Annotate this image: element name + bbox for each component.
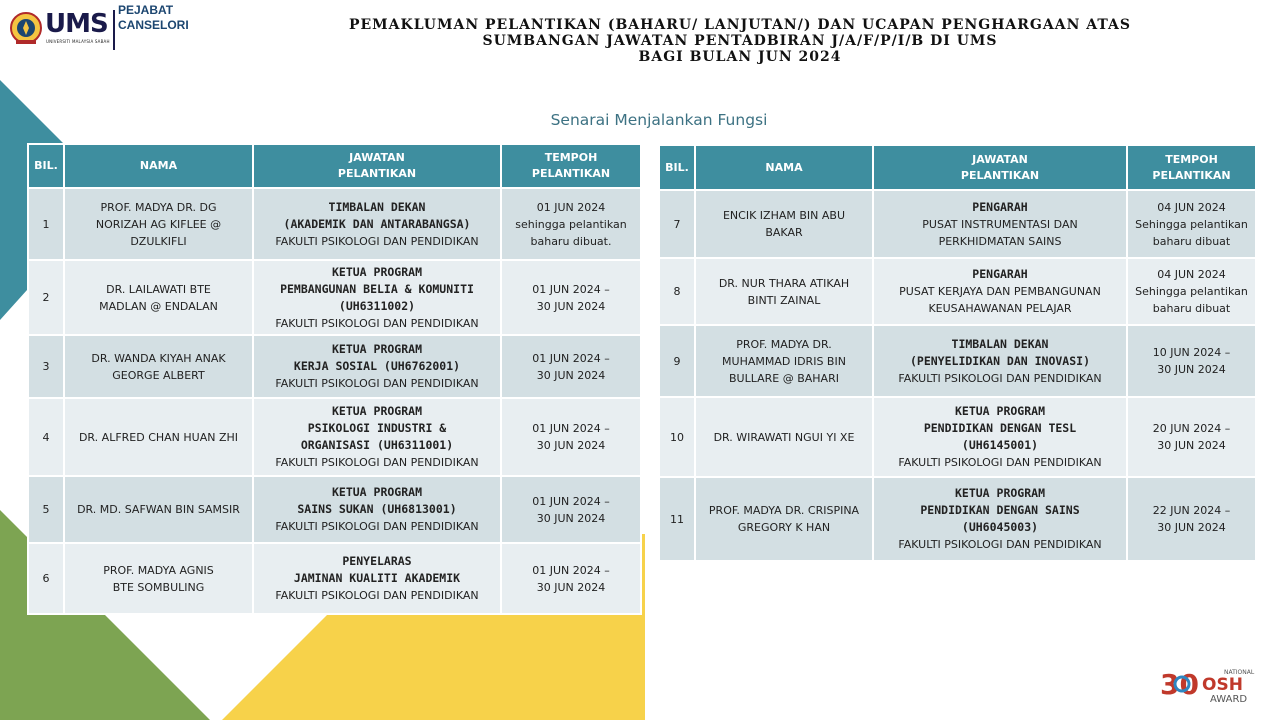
cell-bil: 10 xyxy=(659,397,695,477)
office-line-2: CANSELORI xyxy=(118,18,189,32)
table-row xyxy=(28,543,641,614)
national-osh-award-logo xyxy=(1158,664,1255,706)
position-title-line: KETUA PROGRAM xyxy=(331,485,422,499)
award-word-mid: OSH xyxy=(1202,675,1243,695)
text-line: BTE SOMBULING xyxy=(112,580,205,594)
position-title-line: PENDIDIKAN DENGAN TESL xyxy=(923,421,1077,435)
university-crest-icon xyxy=(10,10,42,46)
logo-subtext: UNIVERSITI MALAYSIA SABAH xyxy=(46,39,110,44)
position-title-line: (UH6045003) xyxy=(961,520,1039,534)
text-line: 30 JUN 2024 xyxy=(536,580,606,594)
cell-bil: 11 xyxy=(659,477,695,561)
table-header-row xyxy=(659,145,1256,190)
text-line: 30 JUN 2024 xyxy=(536,299,606,313)
cell-bil: 1 xyxy=(28,188,64,260)
faculty-line: PUSAT KERJAYA DAN PEMBANGUNAN xyxy=(899,285,1101,298)
text-line: 22 JUN 2024 – xyxy=(1152,504,1231,517)
text-line: 30 JUN 2024 xyxy=(1157,439,1226,452)
position-title-line: JAMINAN KUALITI AKADEMIK xyxy=(293,571,461,585)
text-line: ENCIK IZHAM BIN ABU xyxy=(722,209,845,222)
position-title-line: (UH6145001) xyxy=(961,438,1039,452)
text-line: 01 JUN 2024 – xyxy=(532,351,610,365)
position-title-line: (UH6311002) xyxy=(338,298,416,313)
position-title-line: PENYELARAS xyxy=(342,554,412,568)
position-title-line: KETUA PROGRAM xyxy=(954,404,1045,418)
table-row xyxy=(659,325,1256,397)
cell-jawatan xyxy=(253,260,501,335)
table-row xyxy=(659,190,1256,258)
position-title-line: PENGARAH xyxy=(972,199,1028,214)
column-header-bil: BIL. xyxy=(659,145,695,190)
logo-divider xyxy=(113,10,115,50)
text-line: GEORGE ALBERT xyxy=(112,368,205,382)
column-header-jawatan: JAWATAN PELANTIKAN xyxy=(873,145,1127,190)
faculty-line: FAKULTI PSIKOLOGI DAN PENDIDIKAN xyxy=(275,377,479,390)
section-subtitle: Senarai Menjalankan Fungsi xyxy=(550,111,768,129)
table-row xyxy=(659,397,1256,477)
text-line: MADLAN @ ENDALAN xyxy=(99,299,218,313)
cell-tempoh xyxy=(1127,477,1256,561)
text-line: Sehingga pelantikan xyxy=(1135,217,1248,231)
table-row xyxy=(28,260,641,335)
text-line: 01 JUN 2024 xyxy=(536,200,606,214)
text-line: DZULKIFLI xyxy=(130,234,187,248)
position-title-line: TIMBALAN DEKAN xyxy=(951,336,1049,351)
cell-bil: 3 xyxy=(28,335,64,398)
faculty-line: FAKULTI PSIKOLOGI DAN PENDIDIKAN xyxy=(275,316,479,330)
text-line: 01 JUN 2024 – xyxy=(532,563,610,577)
table-row xyxy=(28,335,641,398)
award-word-bottom: AWARD xyxy=(1210,694,1248,705)
position-title-line: (AKADEMIK DAN ANTARABANGSA) xyxy=(283,216,471,231)
position-title-line: PEMBANGUNAN BELIA & KOMUNITI xyxy=(280,281,474,296)
table-body-left xyxy=(28,188,641,614)
cell-bil: 9 xyxy=(659,325,695,397)
faculty-line: FAKULTI PSIKOLOGI DAN PENDIDIKAN xyxy=(275,589,479,602)
text-line: baharu dibuat. xyxy=(530,234,612,248)
text-line: DR. WIRAWATI NGUI YI XE xyxy=(713,430,855,444)
text-line: 30 JUN 2024 xyxy=(1157,521,1226,534)
office-name xyxy=(118,3,189,33)
text-line: PROF. MADYA DR. xyxy=(736,337,832,351)
position-title-line: PENDIDIKAN DENGAN SAINS xyxy=(920,503,1080,517)
text-line: 30 JUN 2024 xyxy=(1157,363,1226,376)
cell-bil: 5 xyxy=(28,476,64,543)
position-title-line: KETUA PROGRAM xyxy=(331,342,422,356)
text-line: 01 JUN 2024 – xyxy=(532,422,610,435)
cell-jawatan xyxy=(253,476,501,543)
faculty-line: KEUSAHAWANAN PELAJAR xyxy=(928,302,1072,315)
cell-tempoh xyxy=(501,335,641,398)
cell-nama xyxy=(64,398,253,476)
cell-tempoh xyxy=(1127,325,1256,397)
cell-tempoh xyxy=(501,188,641,260)
column-header-nama: NAMA xyxy=(695,145,873,190)
text-line: 30 JUN 2024 xyxy=(536,368,606,382)
title-line-2: SUMBANGAN JAWATAN PENTADBIRAN J/A/F/P/I/B DI UMS xyxy=(482,33,998,49)
cell-bil: 4 xyxy=(28,398,64,476)
cell-bil: 8 xyxy=(659,258,695,325)
cell-nama xyxy=(695,397,873,477)
cell-nama xyxy=(64,260,253,335)
text-line: baharu dibuat xyxy=(1152,302,1231,315)
position-title-line: PENGARAH xyxy=(972,267,1028,281)
cell-tempoh xyxy=(1127,397,1256,477)
text-line: DR. WANDA KIYAH ANAK xyxy=(91,351,226,365)
position-title-line: KERJA SOSIAL (UH6762001) xyxy=(293,359,461,373)
text-line: 04 JUN 2024 xyxy=(1157,268,1226,281)
position-title-line: SAINS SUKAN (UH6813001) xyxy=(297,502,457,516)
header xyxy=(0,0,1280,80)
faculty-line: PERKHIDMATAN SAINS xyxy=(938,234,1062,248)
text-line: 20 JUN 2024 – xyxy=(1152,422,1231,435)
position-title-line: (PENYELIDIKAN DAN INOVASI) xyxy=(909,353,1090,368)
cell-jawatan xyxy=(873,325,1127,397)
cell-nama xyxy=(64,476,253,543)
award-word-top: NATIONAL xyxy=(1224,669,1255,676)
position-title-line: TIMBALAN DEKAN xyxy=(328,199,426,214)
cell-jawatan xyxy=(873,397,1127,477)
position-title-line: PSIKOLOGI INDUSTRI & xyxy=(307,421,447,435)
title-line-1: PEMAKLUMAN PELANTIKAN (BAHARU/ LANJUTAN/) DAN UCAPAN PENGHARGAAN ATAS xyxy=(348,17,1132,33)
column-header-bil: BIL. xyxy=(28,144,64,188)
text-line: 04 JUN 2024 xyxy=(1157,200,1226,214)
faculty-line: FAKULTI PSIKOLOGI DAN PENDIDIKAN xyxy=(898,371,1102,385)
cell-tempoh xyxy=(501,260,641,335)
text-line: 10 JUN 2024 – xyxy=(1152,346,1231,359)
table-row xyxy=(659,258,1256,325)
text-line: DR. MD. SAFWAN BIN SAMSIR xyxy=(77,503,240,516)
cell-tempoh xyxy=(501,476,641,543)
text-line: DR. LAILAWATI BTE xyxy=(106,282,211,296)
text-line: BULLARE @ BAHARI xyxy=(729,371,839,385)
text-line: PROF. MADYA AGNIS xyxy=(103,563,214,577)
faculty-line: FAKULTI PSIKOLOGI DAN PENDIDIKAN xyxy=(275,234,479,248)
faculty-line: FAKULTI PSIKOLOGI DAN PENDIDIKAN xyxy=(275,456,479,469)
position-title-line: KETUA PROGRAM xyxy=(954,486,1045,500)
text-line: MUHAMMAD IDRIS BIN xyxy=(722,354,846,368)
text-line: sehingga pelantikan xyxy=(515,217,627,231)
text-line: baharu dibuat xyxy=(1152,234,1231,248)
cell-bil: 2 xyxy=(28,260,64,335)
page-title xyxy=(230,17,1250,65)
cell-jawatan xyxy=(253,398,501,476)
column-header-nama: NAMA xyxy=(64,144,253,188)
cell-nama xyxy=(695,258,873,325)
cell-nama xyxy=(64,188,253,260)
text-line: PROF. MADYA DR. DG xyxy=(100,200,217,214)
text-line: BINTI ZAINAL xyxy=(747,293,821,307)
table-header-row xyxy=(28,144,641,188)
logo-wordmark: UMS xyxy=(45,9,108,39)
text-line: PROF. MADYA DR. CRISPINA xyxy=(708,504,860,517)
cell-nama xyxy=(695,325,873,397)
text-line: BAKAR xyxy=(765,226,803,239)
faculty-line: FAKULTI PSIKOLOGI DAN PENDIDIKAN xyxy=(898,456,1102,469)
appointment-table-left xyxy=(27,143,642,615)
cell-nama xyxy=(695,477,873,561)
faculty-line: FAKULTI PSIKOLOGI DAN PENDIDIKAN xyxy=(898,538,1102,551)
position-title-line: ORGANISASI (UH6311001) xyxy=(300,438,454,452)
cell-tempoh xyxy=(1127,190,1256,258)
column-header-tempoh: TEMPOH PELANTIKAN xyxy=(501,144,641,188)
text-line: NORIZAH AG KIFLEE @ xyxy=(95,217,222,231)
text-line: DR. NUR THARA ATIKAH xyxy=(718,276,850,290)
table-row xyxy=(28,398,641,476)
cell-bil: 6 xyxy=(28,543,64,614)
column-header-tempoh: TEMPOH PELANTIKAN xyxy=(1127,145,1256,190)
cell-jawatan xyxy=(253,543,501,614)
appointment-table-right xyxy=(658,144,1257,562)
text-line: 30 JUN 2024 xyxy=(536,511,606,525)
award-number: 30 xyxy=(1160,668,1199,701)
cell-tempoh xyxy=(501,398,641,476)
text-line: Sehingga pelantikan xyxy=(1135,285,1248,298)
cell-nama xyxy=(64,335,253,398)
faculty-line: PUSAT INSTRUMENTASI DAN xyxy=(922,217,1078,231)
office-line-1: PEJABAT xyxy=(118,3,174,17)
cell-jawatan xyxy=(253,335,501,398)
table-row xyxy=(28,476,641,543)
faculty-line: FAKULTI PSIKOLOGI DAN PENDIDIKAN xyxy=(275,520,479,533)
cell-jawatan xyxy=(873,258,1127,325)
text-line: GREGORY K HAN xyxy=(737,521,831,534)
text-line: 30 JUN 2024 xyxy=(536,439,606,452)
cell-jawatan xyxy=(873,190,1127,258)
cell-bil: 7 xyxy=(659,190,695,258)
cell-tempoh xyxy=(501,543,641,614)
position-title-line: KETUA PROGRAM xyxy=(331,264,422,279)
position-title-line: KETUA PROGRAM xyxy=(331,404,422,418)
text-line: DR. ALFRED CHAN HUAN ZHI xyxy=(78,430,239,444)
cell-nama xyxy=(695,190,873,258)
title-line-3: BAGI BULAN JUN 2024 xyxy=(638,49,842,65)
cell-tempoh xyxy=(1127,258,1256,325)
table-row xyxy=(659,477,1256,561)
cell-nama xyxy=(64,543,253,614)
column-header-jawatan: JAWATAN PELANTIKAN xyxy=(253,144,501,188)
cell-jawatan xyxy=(253,188,501,260)
table-row xyxy=(28,188,641,260)
cell-jawatan xyxy=(873,477,1127,561)
text-line: 01 JUN 2024 – xyxy=(532,494,610,508)
text-line: 01 JUN 2024 – xyxy=(532,282,610,296)
table-body-right xyxy=(659,190,1256,561)
